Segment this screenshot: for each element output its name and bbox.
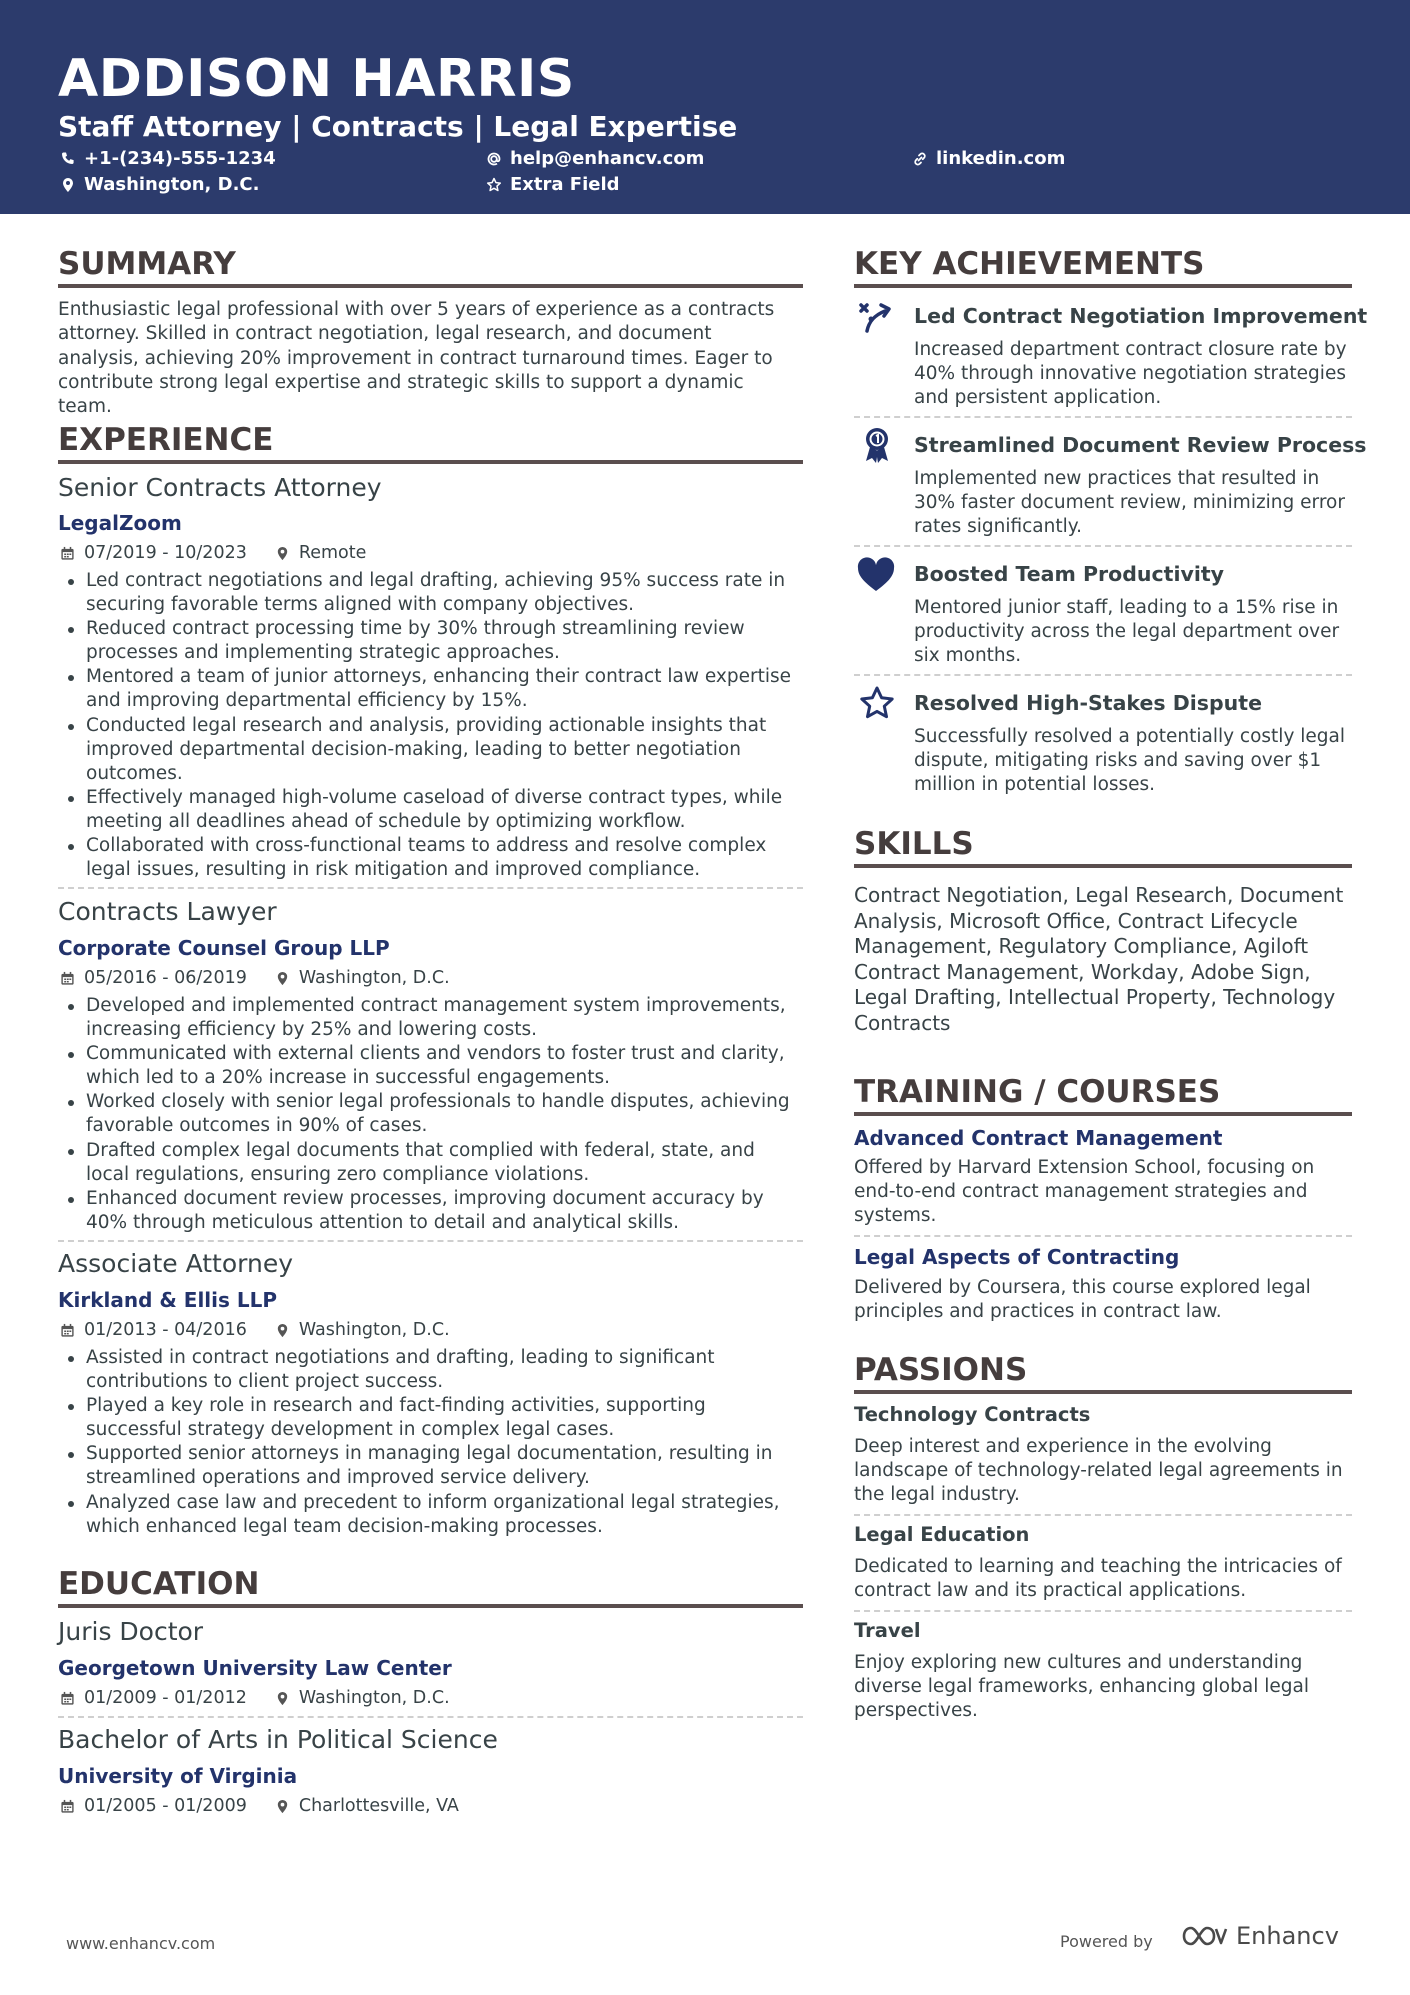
company-name: LegalZoom [58, 511, 182, 535]
job-bullet: Mentored a team of junior attorneys, enhancing their contract law expertise and improving departmental efficiency by 15%. [58, 665, 803, 713]
course-divider [854, 1235, 1352, 1237]
summary-title: SUMMARY [58, 246, 236, 282]
location-pin-icon [275, 546, 290, 561]
experience-title: EXPERIENCE [58, 422, 274, 458]
job-bullet: Analyzed case law and precedent to inform organizational legal strategies, which enhanced legal team decision-making processes. [58, 1491, 803, 1539]
job-bullet: Reduced contract processing time by 30% through streamlining review processes and implementing strategic approaches. [58, 617, 803, 665]
job-bullet: Communicated with external clients and vendors to foster trust and clarity, which led to a 20% increase in successful engagements. [58, 1042, 803, 1090]
job-bullets [58, 569, 803, 882]
job-location-text: Washington, D.C. [298, 1320, 450, 1340]
candidate-headline: Staff Attorney | Contracts | Legal Expertise [58, 110, 738, 143]
link-icon [912, 151, 928, 167]
job-bullet: Supported senior attorneys in managing legal documentation, resulting in streamlined operations and improved service delivery. [58, 1442, 803, 1490]
calendar-icon [60, 546, 75, 561]
education-meta [60, 1687, 450, 1709]
degree-title: Juris Doctor [58, 1617, 204, 1646]
passion-divider [854, 1514, 1352, 1516]
job-meta [60, 1319, 450, 1341]
job-bullet: Assisted in contract negotiations and drafting, leading to significant contributions to client project success. [58, 1346, 803, 1394]
education-location-text: Charlottesville, VA [298, 1796, 459, 1816]
achievement-desc: Mentored junior staff, leading to a 15% rise in productivity across the legal department over six months. [914, 597, 1340, 667]
calendar-icon [60, 1799, 75, 1814]
calendar-icon [60, 1691, 75, 1706]
achievements-rule [854, 284, 1352, 288]
education-location [275, 1687, 450, 1709]
footer-url[interactable]: www.enhancv.com [66, 1934, 216, 1953]
education-dates: 01/2005 - 01/2009 [84, 1796, 247, 1816]
achievement-desc: Implemented new practices that resulted in 30% faster document review, minimizing error rates significantly. [914, 468, 1345, 538]
passion-title: Travel [854, 1619, 921, 1642]
experience-rule [58, 460, 803, 464]
job-bullet: Drafted complex legal documents that complied with federal, state, and local regulations, ensuring zero compliance violations. [58, 1139, 803, 1187]
job-bullet: Developed and implemented contract management system improvements, increasing efficiency by 25% and lowering costs. [58, 994, 803, 1042]
location-text: Washington, D.C. [84, 174, 260, 195]
achievement-divider [854, 545, 1352, 547]
summary-rule [58, 284, 803, 288]
job-dates: 01/2013 - 04/2016 [84, 1320, 247, 1340]
location-pin-icon [60, 177, 76, 193]
location-pin-icon [275, 1323, 290, 1338]
phone-icon [60, 151, 76, 167]
achievements-title: KEY ACHIEVEMENTS [854, 246, 1205, 282]
job-bullet: Played a key role in research and fact-finding activities, supporting successful strategy development in complex legal cases. [58, 1394, 803, 1442]
school-name: Georgetown University Law Center [58, 1656, 452, 1680]
achievement-divider [854, 416, 1352, 418]
passion-divider [854, 1610, 1352, 1612]
achievement-title: Boosted Team Productivity [914, 562, 1225, 586]
job-title: Senior Contracts Attorney [58, 473, 382, 502]
achievement-desc: Increased department contract closure rate by 40% through innovative negotiation strategies and persistent application. [914, 339, 1347, 409]
contact-location [60, 174, 259, 196]
job-divider [58, 887, 803, 889]
resume-header [0, 0, 1410, 214]
job-title: Contracts Lawyer [58, 897, 277, 926]
job-bullet: Enhanced document review processes, improving document accuracy by 40% through meticulous attention to detail and analytical skills. [58, 1187, 803, 1235]
job-divider [58, 1240, 803, 1242]
skills-title: SKILLS [854, 826, 974, 862]
contact-phone[interactable] [60, 148, 276, 170]
contact-email[interactable] [486, 148, 704, 170]
powered-by-text: Powered by [1060, 1932, 1153, 1951]
education-meta [60, 1795, 459, 1817]
candidate-name: ADDISON HARRIS [58, 49, 575, 109]
award-ribbon-icon [857, 425, 897, 465]
contact-linkedin[interactable] [912, 148, 1065, 170]
course-desc: Delivered by Coursera, this course explored legal principles and practices in contract law. [854, 1277, 1311, 1323]
company-name: Kirkland & Ellis LLP [58, 1288, 278, 1312]
phone-text: +1-(234)-555-1234 [84, 148, 276, 169]
achievement-title: Led Contract Negotiation Improvement [914, 304, 1368, 328]
education-location [275, 1795, 459, 1817]
contact-extra-field [486, 174, 620, 196]
training-rule [854, 1112, 1352, 1116]
job-bullets [58, 994, 803, 1235]
achievement-title: Resolved High-Stakes Dispute [914, 691, 1262, 715]
passions-title: PASSIONS [854, 1352, 1028, 1388]
heart-icon [856, 555, 896, 595]
job-title: Associate Attorney [58, 1249, 294, 1278]
course-desc: Offered by Harvard Extension School, focusing on end-to-end contract management strategies and systems. [854, 1157, 1315, 1227]
degree-title: Bachelor of Arts in Political Science [58, 1725, 498, 1754]
linkedin-text: linkedin.com [936, 148, 1066, 169]
negotiation-icon [857, 297, 897, 337]
education-rule [58, 1604, 803, 1608]
job-bullet: Worked closely with senior legal professionals to handle disputes, achieving favorable outcomes in 90% of cases. [58, 1090, 803, 1138]
course-title: Legal Aspects of Contracting [854, 1245, 1180, 1269]
enhancv-logo[interactable] [1180, 1922, 1339, 1950]
achievement-title: Streamlined Document Review Process [914, 433, 1367, 457]
enhancv-logo-icon [1180, 1923, 1228, 1949]
brand-name: Enhancv [1236, 1922, 1339, 1950]
job-location [275, 967, 450, 989]
summary-text: Enthusiastic legal professional with over 5 years of experience as a contracts attorney. Skilled in contract negotiation, legal research, and document analysis, achieving 20% improvement in contract turnaround times. Eager to contribute strong legal expertise and strategic skills to support a dynamic team. [58, 299, 775, 418]
at-icon [486, 151, 502, 167]
job-meta [60, 967, 450, 989]
job-bullet: Conducted legal research and analysis, providing actionable insights that improved departmental decision-making, leading to better negotiation outcomes. [58, 714, 803, 786]
job-location-text: Remote [298, 543, 367, 563]
education-title: EDUCATION [58, 1566, 260, 1602]
education-divider [58, 1716, 803, 1718]
job-location-text: Washington, D.C. [298, 968, 450, 988]
job-dates: 05/2016 - 06/2019 [84, 968, 247, 988]
star-icon [857, 684, 897, 724]
job-dates: 07/2019 - 10/2023 [84, 543, 247, 563]
job-location [275, 542, 367, 564]
skills-rule [854, 864, 1352, 868]
job-bullets [58, 1346, 803, 1539]
education-dates: 01/2009 - 01/2012 [84, 1688, 247, 1708]
location-pin-icon [275, 1691, 290, 1706]
job-location [275, 1319, 450, 1341]
skills-text: Contract Negotiation, Legal Research, Document Analysis, Microsoft Office, Contract Lifecycle Management, Regulatory Compliance, Agiloft Contract Management, Workday, Adobe Sign, Legal Drafting, Intellectual Property, Technology Contracts [854, 883, 1344, 1035]
passion-title: Technology Contracts [854, 1403, 1091, 1426]
education-location-text: Washington, D.C. [298, 1688, 450, 1708]
location-pin-icon [275, 1799, 290, 1814]
course-title: Advanced Contract Management [854, 1126, 1223, 1150]
passion-title: Legal Education [854, 1523, 1030, 1546]
company-name: Corporate Counsel Group LLP [58, 936, 390, 960]
job-bullet: Effectively managed high-volume caseload of diverse contract types, while meeting all deadlines ahead of schedule by optimizing workflow. [58, 786, 803, 834]
school-name: University of Virginia [58, 1764, 298, 1788]
passion-desc: Dedicated to learning and teaching the intricacies of contract law and its practical applications. [854, 1556, 1342, 1602]
passion-desc: Deep interest and experience in the evolving landscape of technology-related legal agreements in the legal industry. [854, 1436, 1343, 1506]
email-text: help@enhancv.com [510, 148, 705, 169]
achievement-divider [854, 674, 1352, 676]
calendar-icon [60, 1323, 75, 1338]
passion-desc: Enjoy exploring new cultures and understanding diverse legal frameworks, enhancing global legal perspectives. [854, 1652, 1309, 1722]
location-pin-icon [275, 971, 290, 986]
job-meta [60, 542, 366, 564]
job-bullet: Led contract negotiations and legal drafting, achieving 95% success rate in securing favorable terms aligned with company objectives. [58, 569, 803, 617]
achievement-desc: Successfully resolved a potentially costly legal dispute, mitigating risks and saving over $1 million in potential losses. [914, 726, 1346, 796]
extra-field-text: Extra Field [510, 174, 620, 195]
calendar-icon [60, 971, 75, 986]
passions-rule [854, 1390, 1352, 1394]
star-outline-icon [486, 177, 502, 193]
job-bullet: Collaborated with cross-functional teams to address and resolve complex legal issues, resulting in risk mitigation and improved compliance. [58, 834, 803, 882]
training-title: TRAINING / COURSES [854, 1074, 1221, 1110]
